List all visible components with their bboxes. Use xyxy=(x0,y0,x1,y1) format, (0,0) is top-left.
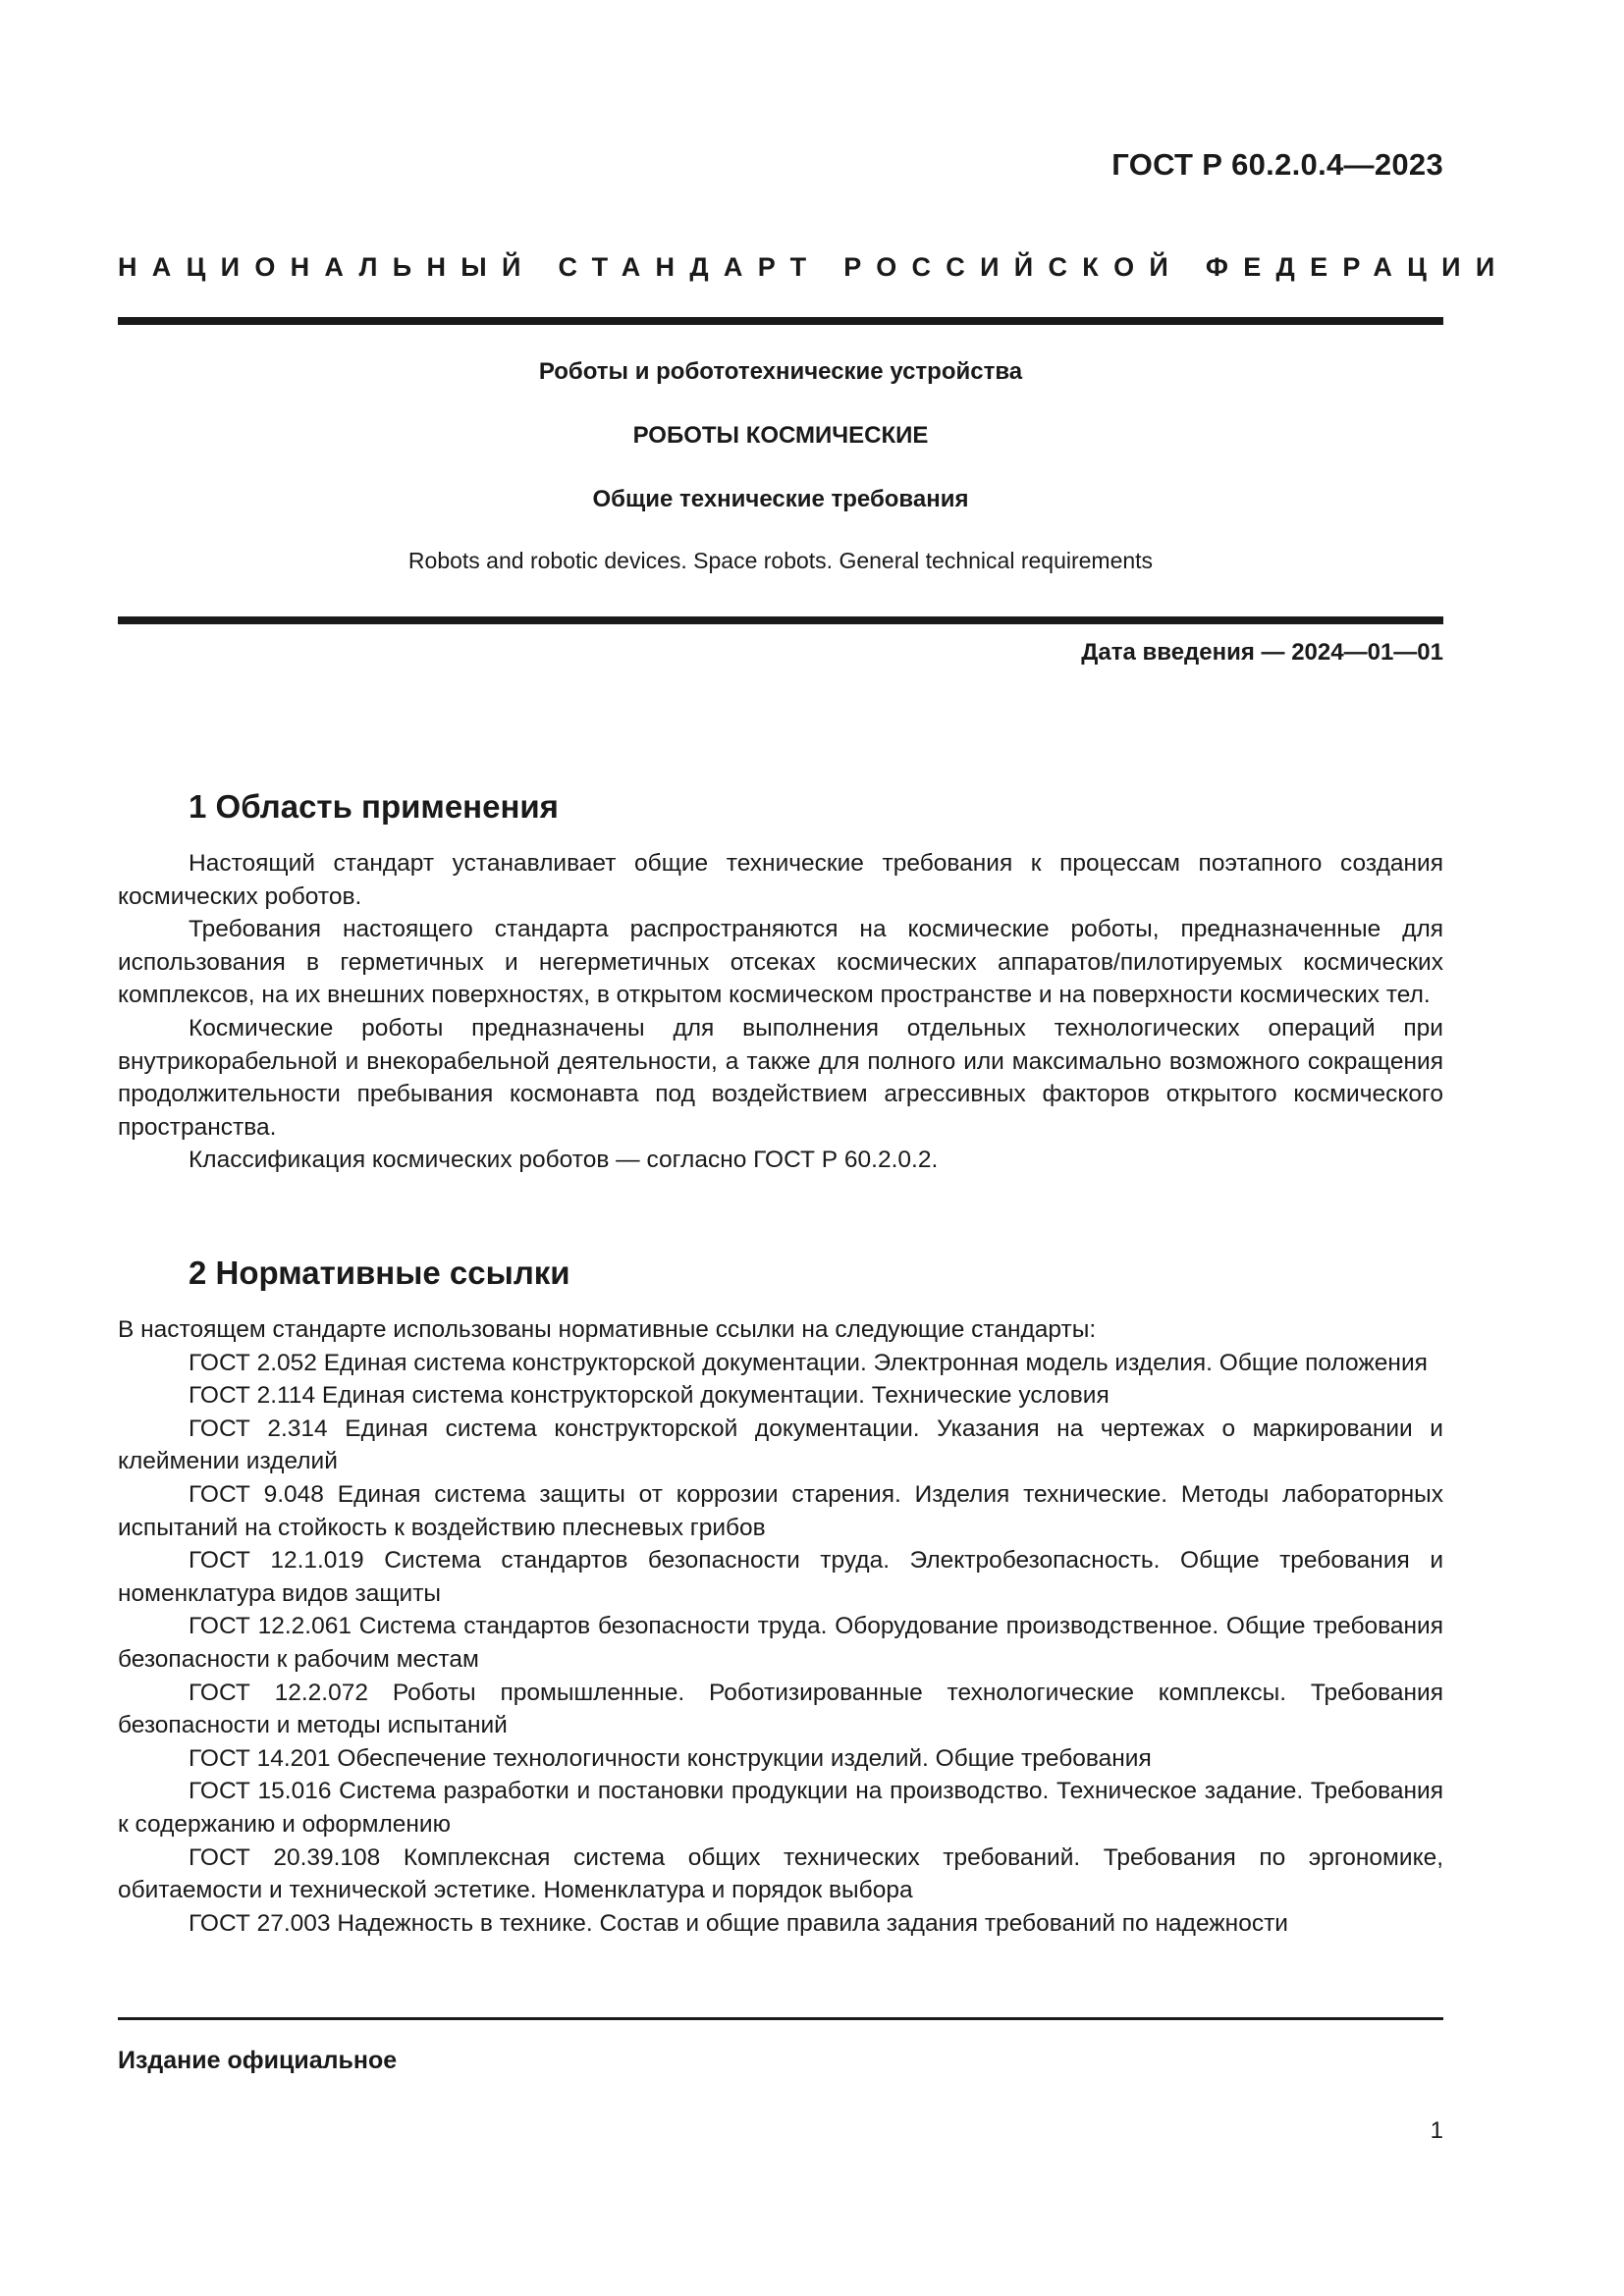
standard-number: ГОСТ Р 60.2.0.4—2023 xyxy=(1111,147,1443,182)
section-heading: 1 Область применения xyxy=(189,788,559,825)
reference-item: ГОСТ 12.2.061 Система стандартов безопасности труда. Оборудование производственное. Общие требования безопасности к рабочим местам xyxy=(118,1613,1443,1673)
introduction-date: Дата введения — 2024—01—01 xyxy=(1081,639,1443,666)
paragraph: Требования настоящего стандарта распространяются на космические роботы, предназначенные для использования в герметичных и негерметичных отсеках космических аппаратов/пилотируемых космических комплексов, на их внешних поверхностях, в открытом космическом пространстве и на поверхности космических тел. xyxy=(118,916,1443,1009)
page-number: 1 xyxy=(1430,2117,1443,2144)
document-page xyxy=(118,0,1510,2296)
title-category: Роботы и робототехнические устройства xyxy=(538,358,1023,385)
paragraph: Классификация космических роботов — согласно ГОСТ Р 60.2.0.2. xyxy=(189,1147,939,1174)
reference-item: ГОСТ 12.2.072 Роботы промышленные. Роботизированные технологические комплексы. Требования безопасности и методы испытаний xyxy=(118,1679,1443,1739)
reference-item: ГОСТ 2.314 Единая система конструкторской документации. Указания на чертежах о маркировании и клеймении изделий xyxy=(118,1415,1443,1475)
reference-item: ГОСТ 15.016 Система разработки и постановки продукции на производство. Техническое задание. Требования к содержанию и оформлению xyxy=(118,1778,1443,1838)
official-edition-label: Издание официальное xyxy=(118,2047,398,2074)
title-divider xyxy=(118,616,1443,624)
reference-item: ГОСТ 2.114 Единая система конструкторской документации. Технические условия xyxy=(189,1382,1110,1410)
reference-item: ГОСТ 12.1.019 Система стандартов безопасности труда. Электробезопасность. Общие требования и номенклатура видов защиты xyxy=(118,1547,1443,1607)
paragraph: Настоящий стандарт устанавливает общие технические требования к процессам поэтапного создания космических роботов. xyxy=(118,850,1443,910)
section-heading: 2 Нормативные ссылки xyxy=(189,1255,570,1291)
title-english: Robots and robotic devices. Space robots. General technical requirements xyxy=(407,548,1154,573)
reference-item: ГОСТ 20.39.108 Комплексная система общих технических требований. Требования по эргономике, обитаемости и технической эстетике. Номенклатура и порядок выбора xyxy=(118,1843,1443,1904)
reference-item: ГОСТ 27.003 Надежность в технике. Состав и общие правила задания требований по надежности xyxy=(189,1909,1288,1937)
title-subtitle: Общие технические требования xyxy=(592,486,969,512)
section-normative-references xyxy=(118,1254,1443,1940)
references-intro: В настоящем стандарте использованы нормативные ссылки на следующие стандарты: xyxy=(118,1316,1097,1343)
paragraph: Космические роботы предназначены для выполнения отдельных технологических операций при внутрикорабельной и внекорабельной деятельности, а также для полного или максимально возможного сокращения продолжительности пребывания космонавта под воздействием агрессивных факторов открытого космического пространства. xyxy=(118,1014,1443,1141)
national-standard-banner: НАЦИОНАЛЬНЫЙ СТАНДАРТ РОССИЙСКОЙ ФЕДЕРАЦИИ xyxy=(118,252,1510,282)
footer-divider xyxy=(118,2017,1443,2020)
reference-item: ГОСТ 2.052 Единая система конструкторской документации. Электронная модель изделия. Общие положения xyxy=(189,1349,1428,1376)
section-scope xyxy=(118,787,1443,1177)
top-divider xyxy=(118,317,1443,325)
reference-item: ГОСТ 9.048 Единая система защиты от коррозии старения. Изделия технические. Методы лабораторных испытаний на стойкость к воздействию плесневых грибов xyxy=(118,1480,1443,1541)
title-main: РОБОТЫ КОСМИЧЕСКИЕ xyxy=(632,422,929,449)
reference-item: ГОСТ 14.201 Обеспечение технологичности конструкции изделий. Общие требования xyxy=(189,1744,1152,1772)
